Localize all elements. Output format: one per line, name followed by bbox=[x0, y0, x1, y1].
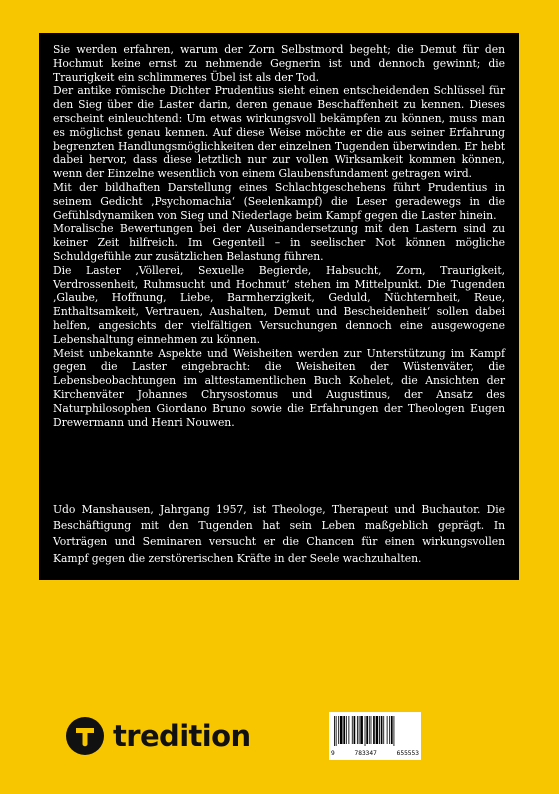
barcode-bar bbox=[336, 716, 337, 746]
barcode-bar bbox=[373, 716, 375, 744]
blurb-text bbox=[53, 43, 505, 429]
barcode-bar bbox=[352, 716, 353, 744]
barcode-bar bbox=[383, 716, 384, 744]
barcode-bar bbox=[359, 716, 360, 744]
barcode-bar bbox=[379, 716, 380, 744]
barcode-bar bbox=[371, 716, 372, 744]
back-cover-text-panel bbox=[39, 33, 519, 580]
blurb-paragraph: Der antike römische Dichter Prudentius sieht einen entscheidenden Schlüssel für den Sieg über die Laster darin, deren genaue Beschaffenheit zu kennen. Dieses erscheint einleuchtend: Um etwas wirkungsvoll bekämpfen zu können, muss man es möglichst genau kennen. Auf diese Weise möchte er die aus seiner Erfahrung begrenzten Handlungsmöglichkeiten der einzelnen Tugenden überwinden. Er hebt dabei hervor, dass diese letztlich nur zur vollen Wirksamkeit kommen können, wenn der Einzelne wesentlich von einem Glaubensfundament getragen wird. bbox=[53, 84, 505, 181]
tredition-t-logo-icon bbox=[66, 717, 104, 755]
author-bio-text: Udo Manshausen, Jahrgang 1957, ist Theologe, Therapeut und Buchautor. Die Beschäftigung mit den Tugenden hat sein Leben maßgeblich geprägt. In Vorträgen und Seminaren versucht er die Chancen für einen wirkungsvollen Kampf gegen die zerstörerischen Kräfte in der Seele wachzuhalten. bbox=[53, 503, 505, 565]
barcode-digit-group-1: 783347 bbox=[354, 750, 377, 757]
barcode-bar bbox=[346, 716, 347, 744]
publisher-name: tredition bbox=[113, 719, 251, 753]
barcode-bar bbox=[365, 716, 366, 746]
barcode-bar bbox=[343, 716, 345, 744]
barcode-bar bbox=[338, 716, 339, 744]
author-bio bbox=[53, 502, 505, 567]
barcode-bar bbox=[369, 716, 370, 744]
isbn-barcode bbox=[329, 712, 421, 760]
barcode-bar bbox=[381, 716, 383, 744]
barcode-bar bbox=[334, 716, 335, 746]
barcode-bar bbox=[366, 716, 368, 744]
blurb-paragraph: Die Laster ‚Völlerei, Sexuelle Begierde, Habsucht, Zorn, Traurigkeit, Verdrossenheit, Ruhmsucht und Hochmut‘ stehen im Mittelpunkt. Die Tugenden ‚Glaube, Hoffnung, Liebe, Barmherzigkeit, Geduld, Nüchternheit, Reue, Enthaltsamkeit, Vertrauen, Aushalten, Demut und Bescheidenheit‘ sollen dabei helfen, angesichts der vielfältigen Versuchungen dennoch eine ausgewogene Lebenshaltung einnehmen zu können. bbox=[53, 263, 505, 346]
blurb-paragraph: Sie werden erfahren, warum der Zorn Selbstmord begeht; die Demut für den Hochmut keine ernst zu nehmende Gegnerin ist und dennoch gewinnt; die Traurigkeit ein schlimmeres Übel ist als der Tod. bbox=[53, 43, 505, 84]
blurb-paragraph: Moralische Bewertungen bei der Auseinandersetzung mit den Lastern sind zu keiner Zeit hilfreich. Im Gegenteil – in seelischer Not können mögliche Schuldgefühle zur zusätzlichen Belastung führen. bbox=[53, 222, 505, 263]
barcode-bar bbox=[391, 716, 393, 744]
barcode-digit-group-2: 655553 bbox=[396, 750, 419, 757]
barcode-bar bbox=[357, 716, 358, 744]
barcode-bar bbox=[348, 716, 349, 744]
blurb-paragraph: Meist unbekannte Aspekte und Weisheiten werden zur Unterstützung im Kampf gegen die Laster eingebracht: die Weisheiten der Wüstenväter, die Lebensbeobachtungen im alttestamentlichen Buch Kohelet, die Ansichten der Kirchenväter Johannes Chrysostomus und Augustinus, der Ansatz des Naturphilosophen Giordano Bruno sowie die Erfahrungen der Theologen Eugen Drewermann und Henri Nouwen. bbox=[53, 346, 505, 429]
barcode-bar bbox=[376, 716, 379, 744]
barcode-digit-lead: 9 bbox=[331, 750, 335, 757]
blurb-paragraph: Mit der bildhaften Darstellung eines Schlachtgeschehens führt Prudentius in seinem Gedicht ‚Psychomachia‘ (Seelenkampf) die Leser geradewegs in die Gefühlsdynamiken von Sieg und Niederlage beim Kampf gegen die Laster hinein. bbox=[53, 180, 505, 222]
barcode-bar bbox=[387, 716, 388, 744]
barcode-bar bbox=[389, 716, 390, 744]
barcode-bar bbox=[354, 716, 356, 744]
barcode-bar bbox=[394, 716, 395, 746]
barcode-bar bbox=[340, 716, 343, 744]
barcode-digits bbox=[331, 750, 419, 757]
barcode-bars bbox=[334, 716, 416, 746]
publisher-logo bbox=[66, 716, 251, 756]
barcode-bar bbox=[360, 716, 363, 744]
